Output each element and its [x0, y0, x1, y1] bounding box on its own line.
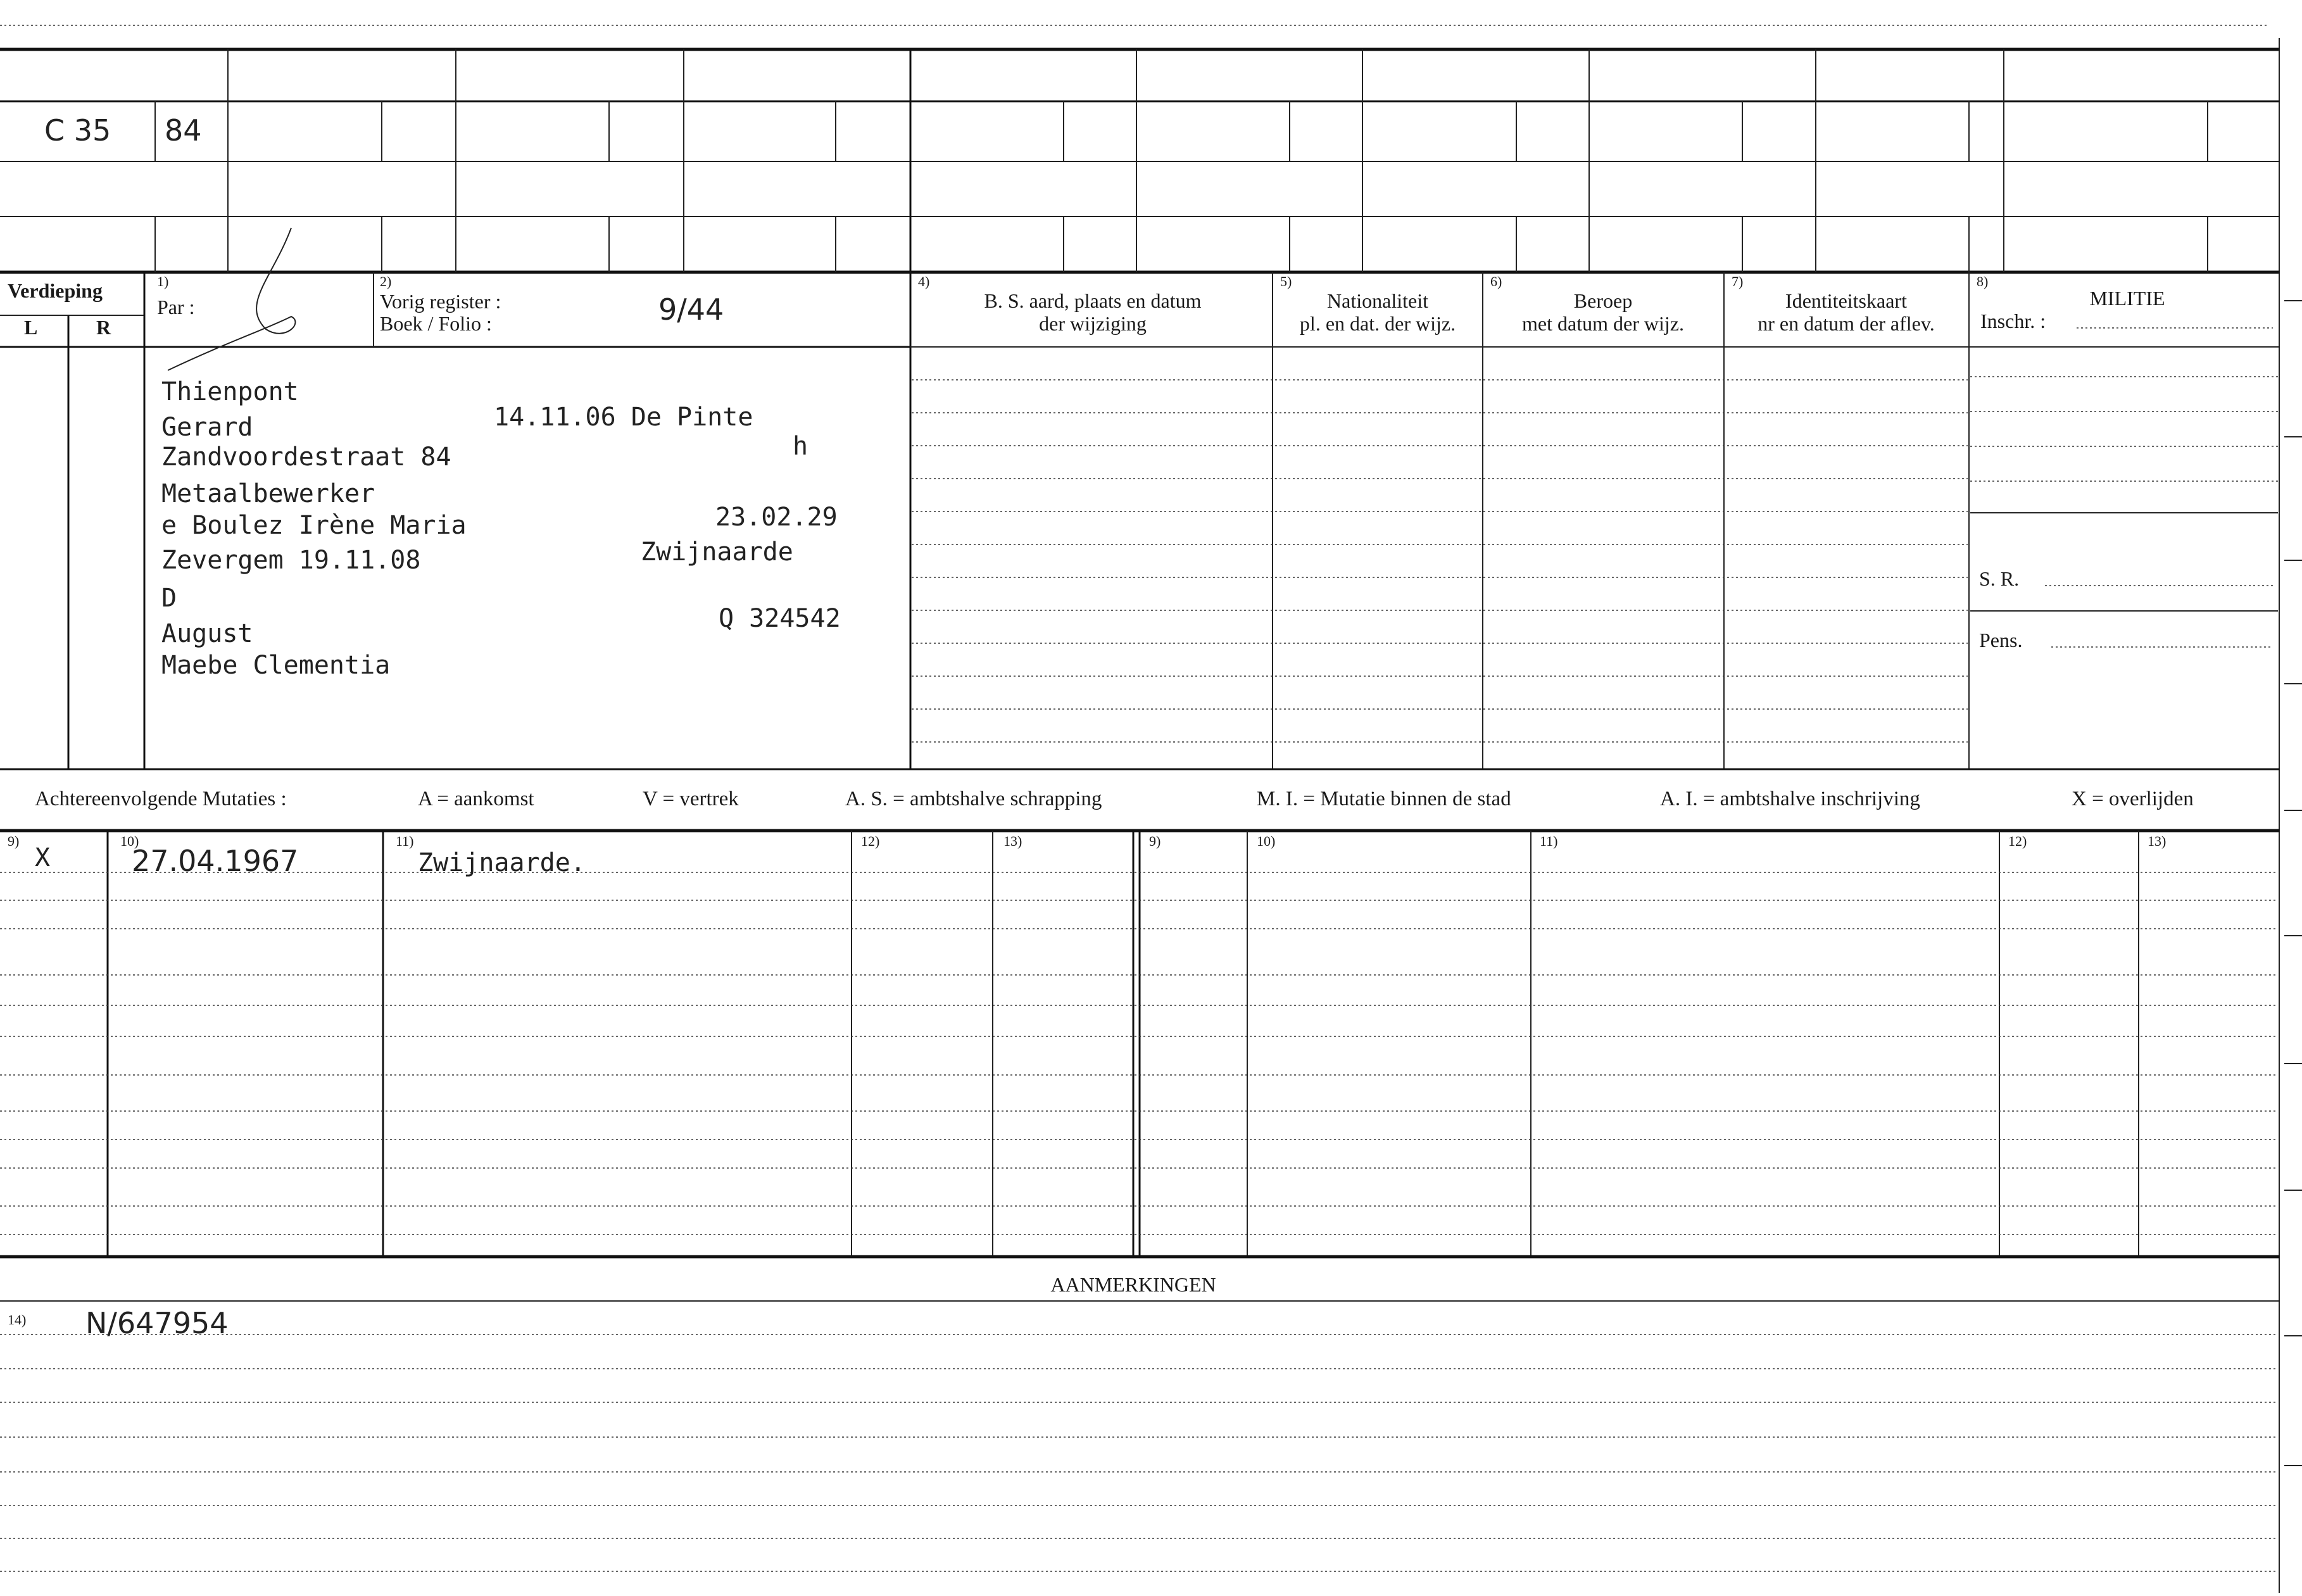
legend-mutatie-binnen-stad: M. I. = Mutatie binnen de stad — [1257, 788, 1511, 810]
legend-overlijden: X = overlijden — [2072, 788, 2194, 810]
boek-folio-value: 9/44 — [658, 292, 724, 327]
legend-vertrek: V = vertrek — [643, 788, 739, 810]
marriage-place: Zwijnaarde — [641, 537, 793, 567]
h-mark: h — [793, 432, 808, 461]
legend-ambtshalve-schrapping: A. S. = ambtshalve schrapping — [845, 788, 1102, 810]
person-line-1: Thienpont — [161, 377, 299, 406]
legend-ambtshalve-inschrijving: A. I. = ambtshalve inschrijving — [1660, 788, 1920, 810]
identiteitskaart-line1: Identiteitskaart — [1785, 289, 1907, 312]
aanmerkingen-value: N/647954 — [85, 1306, 229, 1340]
col-10b-number: 10) — [1257, 833, 1276, 849]
sr-label: S. R. — [1979, 567, 2020, 590]
mutatie-place: Zwijnaarde. — [418, 848, 586, 877]
right-margin-ticks — [2284, 301, 2302, 1466]
field-7-number: 7) — [1732, 273, 1744, 289]
field-6-number: 6) — [1490, 273, 1502, 289]
beroep-line2: met datum der wijz. — [1522, 312, 1684, 335]
nationaliteit-line2: pl. en dat. der wijz. — [1299, 312, 1456, 335]
militie-label: MILITIE — [2089, 287, 2165, 310]
field-5-number: 5) — [1280, 273, 1292, 289]
par-label: Par : — [157, 296, 195, 318]
col-13b-number: 13) — [2148, 833, 2167, 849]
field-2-number: 2) — [380, 273, 392, 289]
person-line-4: Metaalbewerker — [161, 479, 375, 508]
field-8-number: 8) — [1977, 273, 1989, 289]
person-line-7: D — [161, 584, 177, 613]
person-line-5: e Boulez Irène Maria — [161, 511, 467, 540]
person-line-2: Gerard — [161, 413, 253, 442]
inschr-label: Inschr. : — [1980, 310, 2046, 332]
field-4-number: 4) — [918, 273, 930, 289]
legend-aankomst: A = aankomst — [418, 788, 534, 810]
person-details — [161, 377, 841, 680]
col-10-number: 10) — [120, 833, 139, 849]
aanmerkingen-title: AANMERKINGEN — [1050, 1273, 1216, 1296]
person-line-9: Maebe Clementia — [161, 651, 391, 680]
verdieping-right-label: R — [96, 316, 111, 339]
nationaliteit-line1: Nationaliteit — [1327, 289, 1428, 312]
mutatie-date: 27.04.1967 — [132, 844, 299, 878]
person-line-6: Zevergem 19.11.08 — [161, 546, 421, 575]
field-14-number: 14) — [8, 1312, 27, 1328]
col-12-number: 12) — [861, 833, 880, 849]
col-11b-number: 11) — [1540, 833, 1558, 849]
person-line-8: August — [161, 619, 253, 648]
id-number: Q 324542 — [719, 604, 841, 633]
mutaties-legend — [35, 788, 2194, 810]
col-11-number: 11) — [396, 833, 414, 849]
col-12b-number: 12) — [2008, 833, 2027, 849]
bs-header-line1: B. S. aard, plaats en datum — [984, 289, 1202, 312]
top-grid — [0, 38, 2279, 1593]
mutaties-table-grid — [0, 831, 2279, 1257]
header-ruled-lines — [912, 377, 2278, 742]
mutaties-column-numbers — [8, 833, 2166, 849]
verdieping-left-label: L — [24, 316, 38, 339]
top-code-right: 84 — [165, 113, 202, 148]
verdieping-label: Verdieping — [8, 279, 103, 302]
col-13-number: 13) — [1003, 833, 1022, 849]
top-code-left: C 35 — [44, 113, 111, 148]
beroep-line1: Beroep — [1573, 289, 1633, 312]
mutaties-label: Achtereenvolgende Mutaties : — [35, 788, 287, 810]
bs-header-line2: der wijziging — [1039, 312, 1147, 335]
boek-folio-label: Boek / Folio : — [380, 312, 492, 335]
col-9-number: 9) — [8, 833, 20, 849]
birth-info: 14.11.06 De Pinte — [494, 403, 753, 432]
aanmerkingen-ruled-lines — [0, 1335, 2278, 1571]
person-line-3: Zandvoordestraat 84 — [161, 443, 451, 472]
vorig-register-label: Vorig register : — [380, 290, 501, 313]
identiteitskaart-line2: nr en datum der aflev. — [1758, 312, 1935, 335]
field-1-number: 1) — [157, 273, 169, 289]
col-9b-number: 9) — [1149, 833, 1161, 849]
mutatie-type: X — [35, 843, 51, 872]
pens-label: Pens. — [1979, 629, 2023, 651]
marriage-date: 23.02.29 — [715, 503, 838, 532]
